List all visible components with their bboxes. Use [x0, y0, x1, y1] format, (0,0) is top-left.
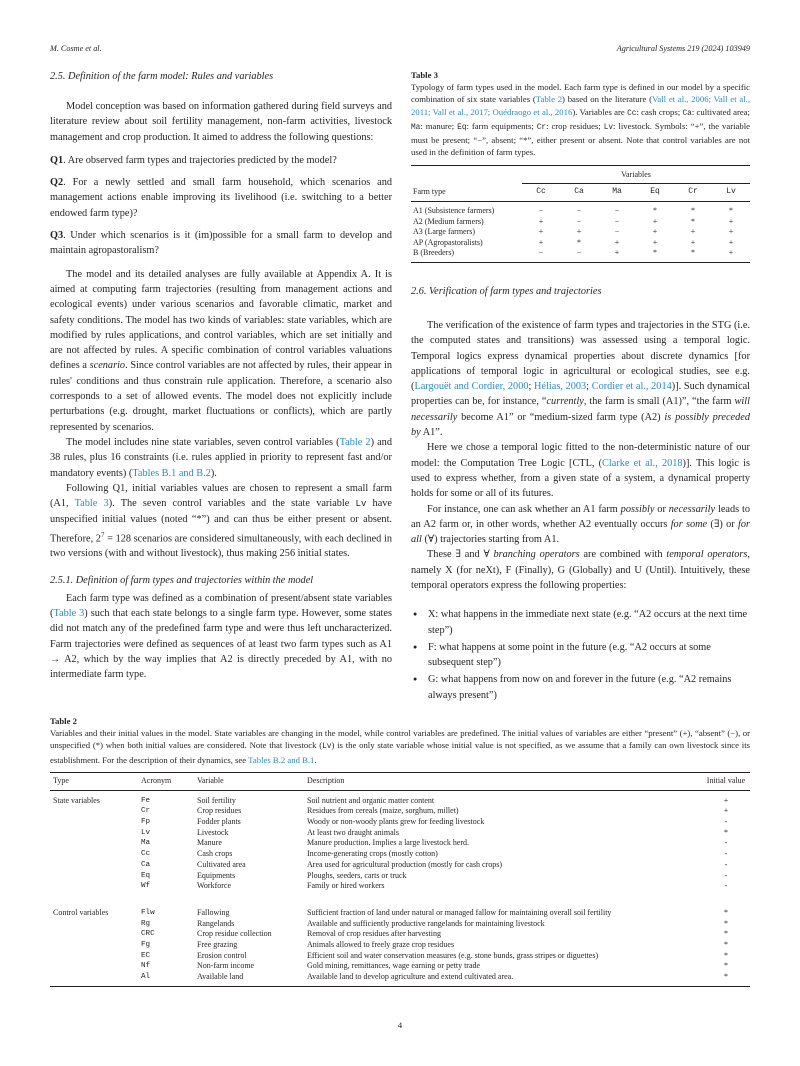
variable-cell: Erosion control: [197, 950, 247, 960]
table-2-column-header: Variable: [197, 775, 224, 785]
symbol-cell: +: [652, 237, 658, 247]
acronym-cell: Lv: [141, 828, 151, 837]
acronym-cell: Fp: [141, 818, 151, 826]
description-cell: Area used for agricultural production (mostly for cash crops): [307, 859, 503, 869]
description-cell: Gold mining, remittances, wage earning or petty trade: [307, 961, 481, 971]
description-cell: Manure production. Implies a large livestock herd.: [307, 838, 470, 848]
question-1-label: Q1: [50, 154, 64, 166]
text-run: ;: [586, 381, 592, 393]
text-run: : manure;: [420, 120, 458, 131]
acronym-cell: Nf: [141, 962, 151, 971]
symbol-cell: −: [614, 205, 620, 215]
description-cell: At least two draught animals: [307, 827, 399, 837]
variable-cell: Soil fertility: [197, 795, 236, 805]
text-run: Variables and their initial values in the model. State variables are changing in the model, while control variables are predefined. The initial values of variables are either “present” (+), “absent” (−), or unspecified (*) when both initial values are considered. Note that livestock (: [50, 728, 750, 751]
variable-cell: Free grazing: [197, 940, 238, 950]
text-run: : farm equipments;: [466, 120, 537, 131]
table-row: [50, 892, 750, 919]
text-run: .: [314, 754, 317, 765]
symbol-cell: +: [728, 216, 734, 226]
subsection-heading-2-5-1: 2.5.1. Definition of farm types and trajectories within the model: [50, 574, 314, 586]
initial-value-cell: +: [723, 806, 729, 816]
table-2-block: [50, 716, 750, 987]
variable-cell: Fallowing: [197, 907, 230, 917]
description-cell: Ploughs, seeders, carts or truck: [307, 870, 407, 880]
text-run: )]. This logic is used to express whether, from a given state of a system, a dynamical property holds for some or all of its futures.: [411, 457, 750, 500]
table-3-group-header: Variables: [522, 165, 750, 184]
variable-code: Cc: [627, 109, 637, 118]
initial-value-cell: *: [724, 972, 728, 982]
symbol-cell: +: [614, 237, 620, 247]
section-heading-2-5: 2.5. Definition of the farm model: Rules and variables: [50, 71, 274, 82]
table-row: [50, 838, 750, 849]
variable-cell: Available land: [197, 972, 244, 982]
table-2-column-header: Initial value: [706, 775, 746, 785]
type-cell: [50, 951, 138, 962]
table-row: [411, 201, 750, 216]
symbol-cell: −: [576, 248, 582, 258]
variables-paragraph: [50, 435, 392, 481]
table-row: [50, 929, 750, 940]
text-run: or: [654, 503, 669, 515]
text-run: : cash crops;: [636, 106, 683, 117]
symbol-cell: *: [691, 248, 695, 258]
table-3-column-header: Ca: [574, 187, 584, 197]
symbol-cell: +: [538, 216, 544, 226]
type-cell: [50, 881, 138, 892]
table-3-column-header: Cc: [536, 187, 546, 197]
table-row: [50, 849, 750, 860]
initial-value-cell: +: [723, 795, 729, 805]
text-run: The verification of the existence of farm types and trajectories in the STG (i.e. the computed states and transitions) was assessed using a temporal logic. Temporal logics express dynamical properties about discrete dynamics [for applications of temporal logic in agricultural or ecological studies, see e.g. (: [411, 319, 750, 393]
link-clarke[interactable]: Clarke et al., 2018: [602, 457, 683, 469]
variable-cell: Equipments: [197, 870, 236, 880]
acronym-cell: Rg: [141, 919, 151, 928]
description-cell: Available and sufficiently productive rangelands for maintaining livestock: [307, 918, 545, 928]
emphasis-scenario: scenario: [89, 360, 126, 372]
link-table-3[interactable]: Table 3: [53, 608, 85, 620]
acronym-cell: Fe: [141, 796, 151, 805]
symbol-cell: *: [653, 205, 657, 215]
ctl-paragraph: [411, 440, 750, 501]
symbol-cell: +: [728, 227, 734, 237]
link-cordier[interactable]: Cordier et al., 2014: [591, 381, 672, 393]
symbol-cell: −: [614, 227, 620, 237]
text-run: Following Q1, initial variables values are chosen to represent a small farm (A1,: [50, 482, 392, 510]
table-row: [411, 217, 750, 228]
type-cell: [50, 919, 138, 930]
table-2-caption: [50, 727, 750, 766]
description-cell: Income-generating crops (mostly cotton): [307, 849, 438, 859]
acronym-cell: Cr: [141, 807, 151, 816]
text-run: ) such that each state belongs to a single farm type. However, some states did not match any of the predefined farm type and were thus left uncharacterized. Farm trajectories were defined as sequences of at least two farm types such as A1 → A2, which by the way implies that A2 is directly preceded by A1, with no intermediate farm type.: [50, 608, 392, 681]
text-run: )]. Such dynamical properties can be, for instance, “: [411, 381, 751, 408]
type-cell: [50, 961, 138, 972]
text-run: = 128 scenarios are considered simultaneously, with each declined in two versions (with and without livestock), thus making 256 initial states.: [50, 533, 392, 560]
symbol-cell: *: [691, 216, 695, 226]
type-cell: [50, 929, 138, 940]
question-3: [50, 228, 392, 259]
text-run: : cultivated area;: [691, 106, 750, 117]
variable-code: Eq: [457, 123, 467, 132]
description-cell: Residues from cereals (maize, sorghum, millet): [307, 806, 459, 816]
table-2-column-header: Acronym: [141, 775, 172, 785]
description-cell: Removal of crop residues after harvesting: [307, 929, 441, 939]
emphasis: currently: [546, 396, 584, 408]
initial-value-cell: -: [724, 849, 728, 859]
question-2-label: Q2: [50, 177, 64, 189]
variable-lv: Lv: [355, 499, 367, 510]
text-run: Each farm type was defined as a combination of present/absent state variables (: [50, 592, 392, 620]
table-3-column-header: Ma: [612, 187, 622, 197]
symbol-cell: +: [538, 237, 544, 247]
type-cell: [50, 828, 138, 839]
list-item: ● X: what happens in the immediate next state (e.g. “A2 occurs at the next time step”): [411, 607, 750, 638]
variable-cell: Fodder plants: [197, 817, 241, 826]
emphasis: temporal operators: [666, 549, 748, 561]
variable-cell: Manure: [197, 838, 222, 848]
link-table-3[interactable]: Table 3: [74, 498, 109, 510]
acronym-cell: CRC: [141, 930, 155, 939]
text-run: , the farm is small (A1)”, “the farm: [583, 396, 735, 408]
text-run: A1”.: [420, 427, 443, 439]
page-number: 4: [397, 1020, 403, 1030]
verification-paragraph: [411, 318, 750, 440]
list-item: ● G: what happens from now on and forever in the future (e.g. “A2 remains always present”): [411, 672, 750, 703]
type-cell: [50, 817, 138, 828]
emphasis: branching operators: [493, 549, 580, 561]
text-run: (∃) or: [707, 518, 738, 530]
type-cell: [50, 838, 138, 849]
table-row: [50, 940, 750, 951]
intro-paragraph: Model conception was based on information gathered during field surveys and literature review about soil fertility management, non-farm activities, livestock management and crop production. It aimed to address the following questions:: [50, 101, 392, 143]
text-run: Here we chose a temporal logic fitted to the non-deterministic nature of our model: the Computation Tree Logic [CTL, (: [411, 442, 750, 469]
symbol-cell: −: [614, 216, 620, 226]
table-3-column-header: Eq: [650, 187, 660, 197]
initial-value-cell: -: [724, 881, 728, 891]
type-cell: [50, 972, 138, 986]
text-run: ) and 38 rules, plus 16 constraints (i.e. rules applied in priority to represent fast and/or mandatory events) (: [50, 436, 392, 479]
section-heading-2-6: 2.6. Verification of farm types and trajectories: [411, 285, 602, 297]
variable-cell: Workforce: [197, 881, 232, 891]
running-head-authors: M. Cosme et al.: [50, 44, 102, 53]
initial-value-cell: *: [724, 907, 728, 917]
type-cell: [50, 860, 138, 871]
question-3-text: . Under which scenarios is it (im)possible for a small farm to develop and maintain agropastoralism?: [50, 230, 392, 257]
variable-code: Ma: [411, 123, 421, 132]
table-row: [50, 817, 750, 828]
text-run: The model includes nine state variables, seven control variables (: [66, 436, 340, 448]
initial-value-cell: -: [724, 838, 728, 848]
example-paragraph: [411, 502, 750, 548]
emphasis: for all: [411, 518, 750, 546]
text-run: These ∃ and ∀: [427, 549, 494, 561]
link-table-2[interactable]: Table 2: [339, 436, 371, 448]
emphasis: for some: [670, 518, 708, 530]
symbol-cell: +: [576, 227, 582, 237]
symbol-cell: −: [576, 216, 582, 226]
acronym-cell: Cc: [141, 850, 151, 859]
initial-value-cell: -: [724, 870, 728, 880]
description-cell: Available land to develop agriculture and extend cultivated area.: [307, 972, 514, 982]
link-table-2[interactable]: Table 2: [535, 94, 563, 105]
right-column: [411, 70, 750, 705]
text-run: ) based on the literature (: [562, 94, 653, 105]
acronym-cell: EC: [141, 951, 151, 960]
table-3: [411, 165, 750, 263]
table-row: [50, 972, 750, 986]
superscript-exponent: 7: [100, 530, 105, 539]
table-row: [411, 227, 750, 238]
farm-type-cell: B (Breeders): [413, 248, 455, 258]
text-run: ) is the only state variable whose initial value is not specified, as we assume that a family can own livestock since its establishment. For the description of their dynamics, see: [50, 740, 750, 765]
initial-value-cell: *: [724, 961, 728, 971]
symbol-cell: −: [576, 205, 582, 215]
acronym-cell: Fg: [141, 941, 151, 950]
type-cell: [50, 806, 138, 817]
text-run: Typology of farm types used in the model. Each farm type is defined in our model by a specific combination of six state variables (: [411, 82, 750, 105]
table-2: [50, 772, 750, 987]
initial-value-cell: -: [724, 859, 728, 869]
table-row: [50, 951, 750, 962]
type-cell: [50, 940, 138, 951]
initial-value-cell: *: [724, 940, 728, 950]
initial-value-cell: -: [724, 817, 728, 826]
variable-code: Ca: [682, 109, 692, 118]
farm-type-cell: A3 (Large farmers): [413, 227, 476, 237]
operators-paragraph: [411, 547, 750, 593]
question-1-text: . Are observed farm types and trajectories predicted by the model?: [63, 154, 337, 166]
variable-cell: Crop residues: [197, 806, 242, 816]
table-row: [50, 806, 750, 817]
table-row: [50, 919, 750, 930]
type-cell: [50, 849, 138, 860]
variable-cell: Crop residue collection: [197, 929, 272, 939]
type-cell: State variables: [53, 795, 100, 805]
table-row: [50, 860, 750, 871]
link-helias[interactable]: Hélias, 2003: [534, 381, 587, 393]
variable-code: Cr: [536, 123, 547, 132]
text-run: For instance, one can ask whether an A1 farm: [427, 503, 621, 515]
symbol-cell: *: [577, 237, 581, 247]
text-run: The model and its detailed analyses are fully available at Appendix A. It is aimed at computing farm trajectories (resulting from management actions and ecological events) under various scenarios and favorable climatic, market and safety conditions. The model has two kinds of variables: state variables, which are modified by rules applications, and control variables, which are set initially and are not affected by rules. A specific combination of control variables valuations defines a: [50, 268, 392, 372]
table-3-caption: [411, 81, 750, 159]
variable-code: Lv: [603, 123, 614, 132]
description-cell: Sufficient fraction of land under natural or managed fallow for maintaining overall soil fertility: [307, 907, 612, 917]
question-2: [50, 175, 392, 221]
table-3-corner: [411, 165, 522, 184]
variable-cell: Cultivated area: [197, 859, 246, 869]
emphasis: possibly: [620, 503, 655, 515]
symbol-cell: *: [729, 205, 733, 215]
description-cell: Soil nutrient and organic matter content: [307, 795, 435, 805]
text-run: : crop residues;: [546, 120, 604, 131]
link-references[interactable]: Vall et al., 2006; Vall et al., 2011; Vall et al., 2017; Ouédraogo et al., 2016: [411, 94, 750, 117]
variable-cell: Non-farm income: [197, 961, 255, 971]
table-3-title: Table 3: [411, 70, 438, 80]
text-run: ). The seven control variables and the state variable: [108, 498, 356, 510]
symbol-cell: *: [653, 248, 657, 258]
text-run: ).: [210, 467, 217, 479]
emphasis: will necessarily: [411, 396, 750, 423]
acronym-cell: Wf: [141, 882, 151, 891]
emphasis: necessarily: [668, 503, 716, 515]
model-paragraph: [50, 267, 392, 435]
table-2-title: Table 2: [50, 716, 77, 726]
symbol-cell: +: [652, 216, 658, 226]
table-row: [50, 790, 750, 806]
table-row: [411, 238, 750, 249]
link-largouet-cordier[interactable]: Largouët and Cordier, 2000: [414, 381, 529, 393]
text-run: (∀) trajectories starting from A1.: [421, 534, 560, 546]
text-run: become A1” or “medium-sized farm type (A2): [457, 411, 665, 423]
text-run: ). Variables are: [572, 106, 628, 117]
table-2-column-header: Description: [307, 775, 345, 785]
type-cell: [50, 871, 138, 882]
text-run: ;: [528, 381, 535, 393]
farm-type-cell: A1 (Subsistence farmers): [413, 205, 495, 215]
link-tables-b2-b1[interactable]: Tables B.2 and B.1: [248, 754, 315, 765]
text-run: have unspecified initial values (noted “*”) and can thus be either present or absent. Therefore, 2: [50, 498, 392, 545]
farm-type-cell: AP (Agropastoralists): [413, 237, 483, 247]
operator-list: [411, 607, 750, 703]
table-row: [411, 248, 750, 262]
emphasis: is possibly preceded by: [411, 411, 750, 439]
text-run: , namely X (for neXt), F (Finally), G (Globally) and U (Until). Intuitively, these temporal operators express the following properties:: [411, 549, 750, 591]
variable-lv: Lv: [322, 743, 332, 752]
variable-cell: Cash crops: [197, 849, 233, 859]
description-cell: Efficient soil and water conservation measures (e.g. stone bunds, grass stripes or diguettes): [307, 950, 599, 960]
text-run: : livestock. Symbols: “+”, the variable must be present; “−”, absent; “*”, either present or absent. Note that control variables are not used in the definition of farm types.: [411, 120, 751, 158]
symbol-cell: +: [652, 227, 658, 237]
farm-types-paragraph: [50, 591, 392, 683]
question-1: [50, 153, 392, 168]
symbol-cell: +: [538, 227, 544, 237]
text-run: . Since control variables are not affected by rules, their appear in rules' conditions and thus constrain rule application. Therefore, a scenario also corresponds to a set of allowed events. The model does not explicitly include perturbations (e.g. drought, market fluctuations or conflicts), which are partly represented by scenarios.: [50, 360, 392, 433]
symbol-cell: *: [691, 205, 695, 215]
symbol-cell: −: [538, 248, 544, 258]
question-3-label: Q3: [50, 230, 64, 242]
text-run: are combined with: [579, 549, 667, 561]
table-row: [50, 828, 750, 839]
description-cell: Woody or non-woody plants grew for feeding livestock: [307, 817, 485, 826]
table-3-type-header: Farm type: [413, 187, 446, 197]
symbol-cell: +: [690, 237, 696, 247]
table-3-column-header: Lv: [726, 187, 736, 197]
text-run: leads to an A2 farm or, in other words, whether A2 eventually occurs: [411, 503, 750, 530]
table-row: [50, 881, 750, 892]
question-2-text: . For a newly settled and small farm household, which scenarios and management actions enable improving its livelihood (i.e. switching to a better endowed farm type)?: [50, 177, 392, 219]
link-tables-b1-b2[interactable]: Tables B.1 and B.2: [132, 467, 211, 479]
acronym-cell: Flw: [141, 908, 155, 917]
symbol-cell: +: [728, 248, 734, 258]
acronym-cell: Ma: [141, 839, 151, 848]
initial-values-paragraph: [50, 481, 392, 562]
variable-cell: Rangelands: [197, 918, 235, 928]
farm-type-cell: A2 (Medium farmers): [413, 216, 484, 226]
acronym-cell: Ca: [141, 860, 151, 869]
initial-value-cell: *: [724, 827, 728, 837]
initial-value-cell: *: [724, 950, 728, 960]
type-cell: Control variables: [53, 907, 109, 917]
symbol-cell: +: [728, 237, 734, 247]
left-column: [50, 70, 392, 683]
description-cell: Animals allowed to freely graze crop residues: [307, 940, 455, 950]
symbol-cell: +: [690, 227, 696, 237]
running-head-journal: Agricultural Systems 219 (2024) 103949: [616, 44, 750, 53]
acronym-cell: Eq: [141, 871, 151, 880]
variable-cell: Livestock: [197, 827, 229, 837]
acronym-cell: Al: [141, 973, 151, 982]
table-row: [50, 961, 750, 972]
table-row: [50, 871, 750, 882]
list-item: ● F: what happens at some point in the future (e.g. “A2 occurs at some subsequent step”): [411, 640, 750, 671]
table-2-column-header: Type: [53, 775, 69, 785]
symbol-cell: +: [614, 248, 620, 258]
table-3-column-header: Cr: [688, 187, 698, 197]
symbol-cell: −: [538, 205, 544, 215]
description-cell: Family or hired workers: [307, 881, 385, 891]
initial-value-cell: *: [724, 918, 728, 928]
initial-value-cell: *: [724, 929, 728, 939]
